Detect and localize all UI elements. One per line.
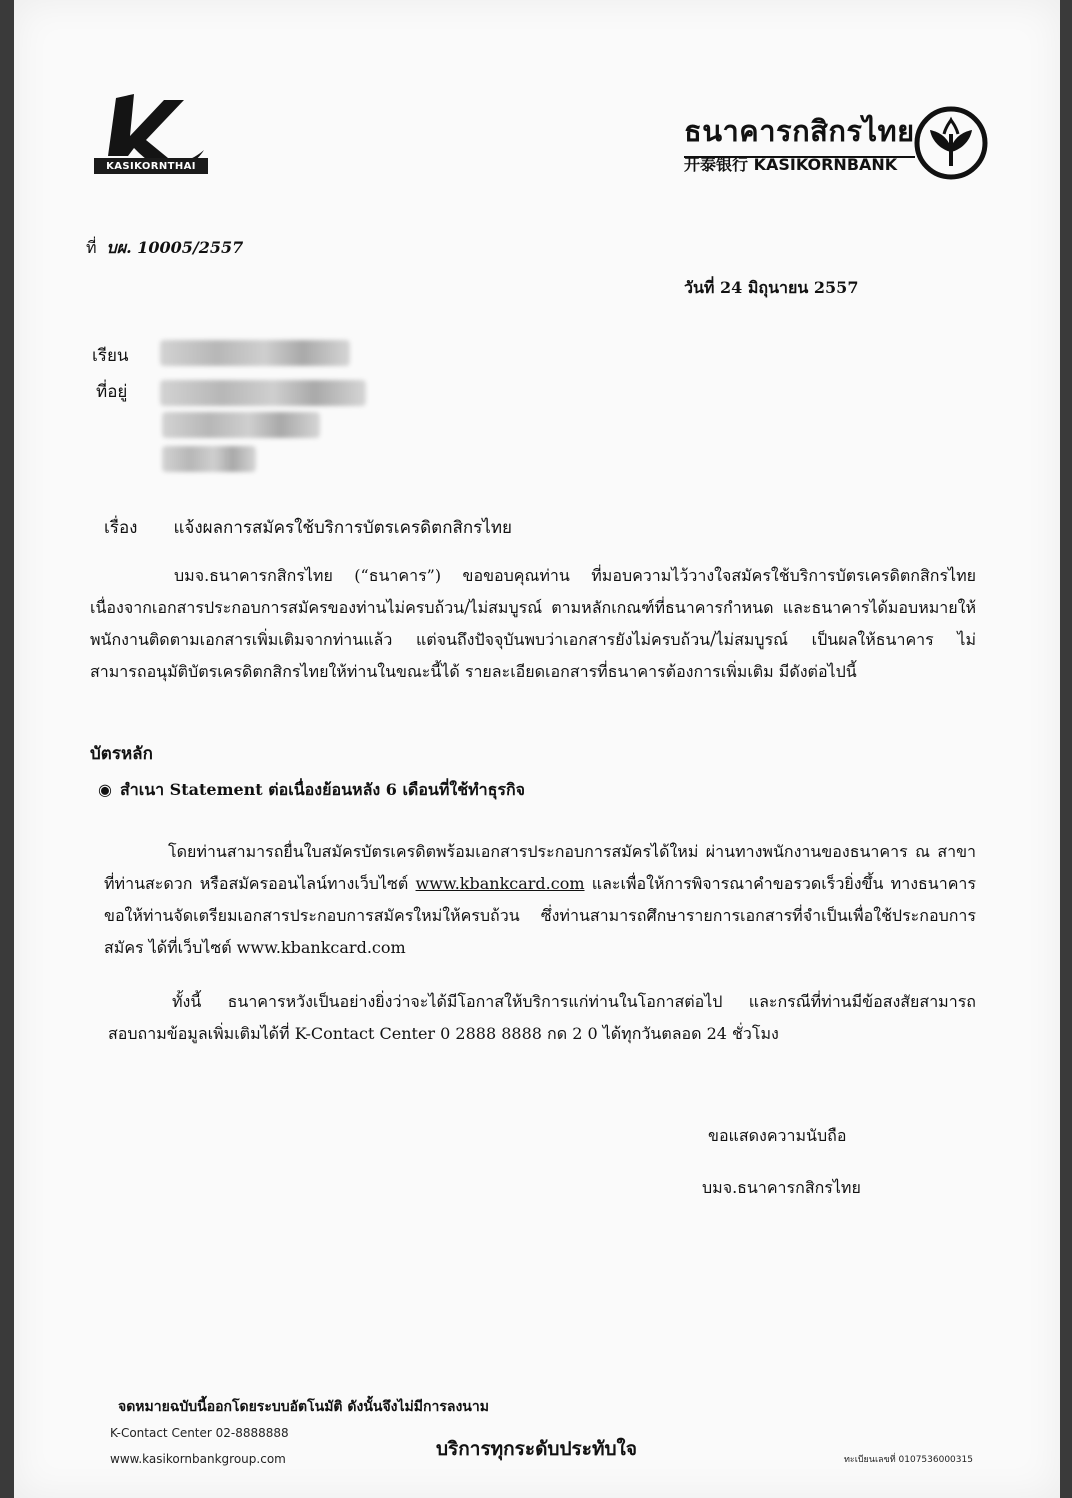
footer-slogan: บริการทุกระดับประทับใจ: [436, 1438, 637, 1460]
paragraph-2-text: โดยท่านสามารถยื่นใบสมัครบัตรเครดิตพร้อมเอกสารประกอบการสมัครได้ใหม่ ผ่านทางพนักงานของธนาคาร ณ สาขาที่ท่านสะดวก หรือสมัครออนไลน์ทางเว็บไซต์: [104, 842, 976, 893]
redacted-address-line: [160, 380, 366, 406]
reference-line: [86, 236, 243, 261]
section-title: บัตรหลัก: [90, 744, 153, 764]
reference-number: บผ. 10005/2557: [106, 238, 244, 257]
required-document-item: [98, 778, 525, 803]
bank-name-english: 开泰银行 KASIKORNBANK: [684, 155, 898, 174]
redacted-address-line: [162, 412, 320, 438]
reference-label: ที่: [86, 238, 97, 257]
letter-page: [14, 0, 1060, 1498]
body-paragraph-3: ทั้งนี้ ธนาคารหวังเป็นอย่างยิ่งว่าจะได้มีโอกาสให้บริการแก่ท่านในโอกาสต่อไป และกรณีที่ท่านมีข้อสงสัยสามารถสอบถามข้อมูลเพิ่มเติมได้ที่ K-Contact Center 0 2888 8888 กด 2 0 ได้ทุกวันตลอด 24 ชั่วโมง: [108, 992, 976, 1043]
redacted-recipient-name: [160, 340, 350, 366]
letter-date: วันที่ 24 มิถุนายน 2557: [684, 278, 859, 297]
subject-label: เรื่อง: [104, 518, 138, 538]
bank-name-thai: ธนาคารกสิกรไทย: [684, 108, 915, 158]
radio-bullet-icon: ◉: [98, 780, 112, 799]
required-document-text: สำเนา Statement ต่อเนื่องย้อนหลัง 6 เดือนที่ใช้ทำธุรกิจ: [119, 780, 526, 799]
closing-text: ขอแสดงความนับถือ: [708, 1126, 847, 1145]
footer-website: www.kasikornbankgroup.com: [110, 1452, 286, 1466]
paragraph-2-text-continued: และเพื่อให้การพิจารณาคำขอรวดเร็วยิ่งขึ้น ทางธนาคารขอให้ท่านจัดเตรียมเอกสารประกอบการสมัครใหม่ให้ครบถ้วน ซึ่งท่านสามารถศึกษารายการเอกสารที่จำเป็นเพื่อใช้ประกอบการสมัคร ได้ที่เว็บไซต์ www.kbankcard.com: [104, 874, 976, 957]
kbankcard-link[interactable]: www.kbankcard.com: [415, 874, 585, 893]
subject-line: [104, 514, 512, 541]
automatic-issue-note: จดหมายฉบับนี้ออกโดยระบบอัตโนมัติ ดังนั้นจึงไม่มีการลงนาม: [118, 1399, 489, 1415]
registration-number: ทะเบียนเลขที่ 0107536000315: [844, 1455, 973, 1465]
recipient-label: เรียน: [92, 346, 129, 366]
kasikornthai-logo-text: KASIKORNTHAI: [94, 158, 208, 174]
footer-contact-center: K-Contact Center 02-8888888: [110, 1426, 289, 1440]
signer-name: บมจ.ธนาคารกสิกรไทย: [702, 1178, 861, 1197]
kasikornbank-emblem-icon: [912, 104, 990, 182]
redacted-address-line: [162, 446, 256, 472]
address-label: ที่อยู่: [96, 382, 128, 402]
body-paragraph-2: [104, 836, 976, 964]
subject-text: แจ้งผลการสมัครใช้บริการบัตรเครดิตกสิกรไทย: [173, 518, 513, 538]
body-paragraph-1: บมจ.ธนาคารกสิกรไทย (“ธนาคาร”) ขอขอบคุณท่าน ที่มอบความไว้วางใจสมัครใช้บริการบัตรเครดิตกสิกรไทย เนื่องจากเอกสารประกอบการสมัครของท่านไม่ครบถ้วน/ไม่สมบูรณ์ ตามหลักเกณฑ์ที่ธนาคารกำหนด และธนาคารได้มอบหมายให้พนักงานติดตามเอกสารเพิ่มเติมจากท่านแล้ว แต่จนถึงปัจจุบันพบว่าเอกสารยังไม่ครบถ้วน/ไม่สมบูรณ์ เป็นผลให้ธนาคาร ไม่สามารถอนุมัติบัตรเครดิตกสิกรไทยให้ท่านในขณะนี้ได้ รายละเอียดเอกสารที่ธนาคารต้องการเพิ่มเติม มีดังต่อไปนี้: [90, 566, 976, 681]
